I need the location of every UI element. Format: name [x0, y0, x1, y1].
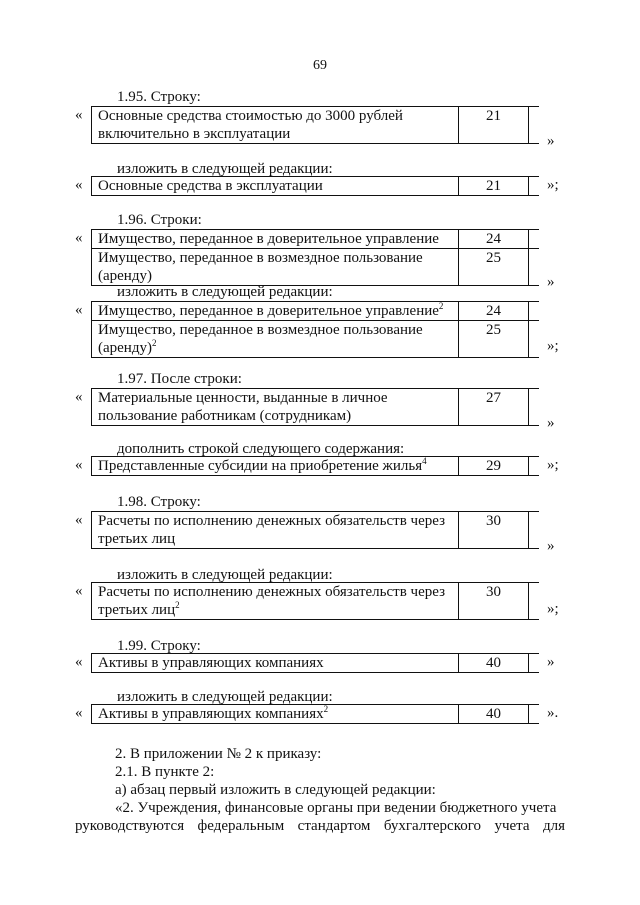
account-name-cell	[92, 177, 459, 196]
section-heading: 1.97. После строки:	[117, 371, 242, 387]
empty-cell	[529, 389, 540, 426]
paragraph-2-1: 2.1. В пункте 2:	[115, 764, 215, 780]
open-quote: «	[75, 512, 83, 528]
account-name-cell	[92, 705, 459, 724]
table-row	[92, 249, 540, 286]
open-quote: «	[75, 389, 83, 405]
close-quote: »	[547, 654, 555, 670]
account-name-cell	[92, 321, 459, 358]
paragraph-a: а) абзац первый изложить в следующей редакции:	[115, 782, 436, 798]
section-heading: 1.95. Строку:	[117, 89, 201, 105]
account-code-cell: 40	[459, 654, 529, 673]
empty-cell	[529, 107, 540, 144]
account-code-cell: 27	[459, 389, 529, 426]
open-quote: «	[75, 302, 83, 318]
close-quote: »;	[547, 601, 559, 617]
footnote-marker: 4	[422, 456, 427, 466]
open-quote: «	[75, 583, 83, 599]
section-heading: 1.98. Строку:	[117, 494, 201, 510]
table-row	[92, 302, 540, 321]
table-row	[92, 107, 540, 144]
section-heading: 1.96. Строки:	[117, 212, 202, 228]
account-code-cell: 24	[459, 302, 529, 321]
table-row	[92, 230, 540, 249]
close-quote: »	[547, 538, 555, 554]
open-quote: «	[75, 654, 83, 670]
empty-cell	[529, 583, 540, 620]
table-row	[92, 177, 540, 196]
account-code-cell: 25	[459, 249, 529, 286]
account-name: Основные средства в эксплуатации	[98, 178, 323, 194]
table-row	[92, 457, 540, 476]
account-table	[91, 456, 539, 476]
table-row	[92, 321, 540, 358]
empty-cell	[529, 177, 540, 196]
section-heading: изложить в следующей редакции:	[117, 567, 333, 583]
empty-cell	[529, 321, 540, 358]
account-name-cell	[92, 654, 459, 673]
close-quote: »	[547, 133, 555, 149]
open-quote: «	[75, 177, 83, 193]
close-quote: »	[547, 415, 555, 431]
paragraph-continuation: руководствуются федеральным стандартом бухгалтерского учета для	[75, 818, 565, 834]
paragraph-2: 2. В приложении № 2 к приказу:	[115, 746, 322, 762]
account-name: Основные средства стоимостью до 3000 рублей включительно в эксплуатации	[98, 108, 403, 142]
footnote-marker: 2	[175, 600, 180, 610]
account-name-cell	[92, 107, 459, 144]
empty-cell	[529, 249, 540, 286]
account-name-cell	[92, 302, 459, 321]
account-name: Активы в управляющих компаниях	[98, 706, 324, 722]
open-quote: «	[75, 705, 83, 721]
account-name: Имущество, переданное в возмездное пользование (аренду)	[98, 250, 423, 284]
account-name-cell	[92, 583, 459, 620]
empty-cell	[529, 654, 540, 673]
close-quote: ».	[547, 705, 559, 721]
account-code-cell: 25	[459, 321, 529, 358]
account-table	[91, 653, 539, 673]
close-quote: »;	[547, 177, 559, 193]
table-row	[92, 583, 540, 620]
account-name-cell	[92, 249, 459, 286]
empty-cell	[529, 512, 540, 549]
close-quote: »;	[547, 338, 559, 354]
empty-cell	[529, 230, 540, 249]
account-code-cell: 29	[459, 457, 529, 476]
footnote-marker: 2	[438, 301, 444, 311]
account-name: Активы в управляющих компаниях	[98, 655, 324, 671]
account-code-cell: 21	[459, 177, 529, 196]
section-heading: дополнить строкой следующего содержания:	[117, 441, 405, 457]
empty-cell	[529, 457, 540, 476]
account-code-cell: 21	[459, 107, 529, 144]
account-name-cell	[92, 230, 459, 249]
paragraph-quote-start: «2. Учреждения, финансовые органы при ведении бюджетного учета	[115, 800, 557, 816]
account-name-cell	[92, 389, 459, 426]
account-name: Расчеты по исполнению денежных обязательств через третьих лиц	[98, 584, 446, 618]
account-code-cell: 24	[459, 230, 529, 249]
footnote-marker: 2	[323, 704, 329, 714]
account-name: Представленные субсидии на приобретение жилья	[98, 458, 423, 474]
account-table	[91, 511, 539, 549]
close-quote: »;	[547, 457, 559, 473]
account-name-cell	[92, 457, 459, 476]
account-table	[91, 229, 539, 286]
account-code-cell: 30	[459, 512, 529, 549]
footnote-marker: 2	[151, 338, 157, 348]
table-row	[92, 705, 540, 724]
account-name: Имущество, переданное в доверительное управление	[98, 231, 439, 247]
account-table	[91, 176, 539, 196]
table-row	[92, 389, 540, 426]
account-table	[91, 704, 539, 724]
account-name: Имущество, переданное в доверительное управление	[98, 303, 439, 319]
account-name-cell	[92, 512, 459, 549]
account-name: Расчеты по исполнению денежных обязательств через третьих лиц	[98, 513, 446, 547]
section-heading: изложить в следующей редакции:	[117, 284, 333, 300]
account-name: Имущество, переданное в возмездное пользование (аренду)	[98, 322, 423, 356]
section-heading: изложить в следующей редакции:	[117, 689, 333, 705]
account-table	[91, 301, 539, 358]
account-table	[91, 388, 539, 426]
open-quote: «	[75, 107, 83, 123]
section-heading: изложить в следующей редакции:	[117, 161, 333, 177]
account-name: Материальные ценности, выданные в личное пользование работникам (сотрудникам)	[98, 390, 388, 424]
open-quote: «	[75, 230, 83, 246]
open-quote: «	[75, 457, 83, 473]
table-row	[92, 512, 540, 549]
close-quote: »	[547, 274, 555, 290]
section-heading: 1.99. Строку:	[117, 638, 201, 654]
table-row	[92, 654, 540, 673]
empty-cell	[529, 705, 540, 724]
page-number: 69	[313, 58, 327, 73]
account-code-cell: 30	[459, 583, 529, 620]
account-table	[91, 582, 539, 620]
account-code-cell: 40	[459, 705, 529, 724]
empty-cell	[529, 302, 540, 321]
account-table	[91, 106, 539, 144]
